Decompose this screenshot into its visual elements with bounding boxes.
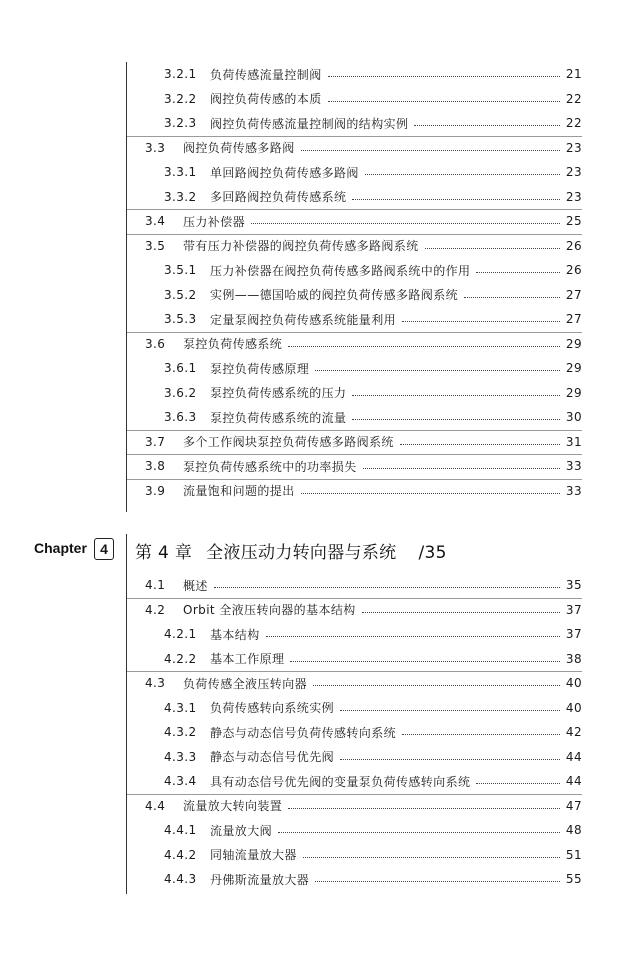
toc-entry-page: 40: [565, 676, 582, 690]
toc-entry-number: 3.3.2: [164, 189, 197, 204]
toc-leader-dots: [402, 320, 560, 322]
toc-vertical-rule-top: [126, 62, 127, 512]
toc-entry-title: 多个工作阀块泵控负荷传感多路阀系统: [183, 435, 394, 449]
toc-entry-page: 44: [565, 749, 582, 764]
toc-leader-dots: [352, 394, 560, 396]
toc-entry-page: 48: [565, 823, 582, 837]
toc-entry-number: 3.8: [145, 459, 166, 473]
toc-entry-title: 阀控负荷传感的本质: [210, 92, 322, 106]
toc-entry: [164, 357, 582, 379]
toc-leader-dots: [313, 684, 560, 686]
toc-leader-dots: [400, 443, 560, 445]
toc-entry-page: 40: [565, 700, 582, 715]
toc-entry-number: 4.4: [145, 798, 166, 813]
toc-entry-number: 4.4.2: [164, 847, 197, 862]
toc-entry-title: 泵控负荷传感系统: [183, 337, 283, 351]
toc-entry-page: 23: [565, 165, 582, 179]
toc-leader-dots: [362, 611, 560, 613]
toc-entry-number: 3.5: [145, 238, 166, 253]
toc-entry: [164, 868, 582, 890]
toc-entry-number: 4.3.4: [164, 774, 197, 788]
toc-entry-number: 3.2.3: [164, 116, 197, 130]
toc-entry: [164, 697, 582, 719]
toc-entry-number: 4.3.3: [164, 749, 197, 764]
toc-entry: [164, 770, 582, 792]
toc-leader-dots: [363, 467, 560, 469]
toc-entry-title: 单回路阀控负荷传感多路阀: [210, 165, 359, 180]
toc-leader-dots: [251, 222, 560, 224]
toc-entry-title: 压力补偿器: [183, 214, 246, 229]
toc-leader-dots: [464, 296, 560, 298]
toc-entry: [164, 844, 582, 866]
toc-leader-dots: [476, 782, 560, 784]
toc-leader-dots: [301, 149, 560, 151]
toc-entry: [164, 63, 582, 85]
toc-leader-dots: [301, 492, 560, 494]
toc-entry: [164, 382, 582, 404]
toc-entry: [145, 480, 582, 502]
toc-entry-page: 27: [565, 312, 582, 326]
chapter-number-box: 4: [94, 538, 114, 560]
toc-entry-page: 38: [565, 651, 582, 666]
toc-entry-number: 4.3: [145, 676, 166, 690]
toc-entry-page: 26: [565, 238, 582, 253]
toc-entry-page: 29: [565, 336, 582, 351]
toc-section-separator: [127, 209, 582, 210]
chapter-title: [135, 538, 447, 563]
toc-entry-page: 37: [565, 602, 582, 617]
toc-entry-number: 3.6.3: [164, 410, 197, 424]
toc-entry-number: 3.5.1: [164, 263, 197, 277]
toc-entry-title: 带有压力补偿器的阀控负荷传感多路阀系统: [183, 239, 419, 253]
toc-entry-title: 丹佛斯流量放大器: [210, 872, 310, 887]
toc-entry-number: 3.4: [145, 214, 166, 228]
toc-leader-dots: [214, 586, 560, 588]
toc-entry-title: 流量放大阀: [210, 823, 273, 838]
toc-leader-dots: [402, 733, 560, 735]
toc-entry-page: 29: [565, 361, 582, 375]
toc-entry-page: 37: [565, 627, 582, 641]
toc-entry-title: 基本结构: [210, 627, 260, 642]
toc-entry-number: 3.5.2: [164, 287, 197, 302]
toc-entry-number: 3.6: [145, 336, 166, 351]
toc-leader-dots: [328, 100, 560, 102]
toc-entry-page: 35: [565, 578, 582, 592]
toc-entry-page: 55: [565, 872, 582, 886]
toc-entry-page: 22: [565, 91, 582, 106]
toc-entry: [164, 746, 582, 768]
chapter-label: Chapter: [34, 540, 87, 556]
toc-entry-title: 基本工作原理: [210, 652, 285, 666]
toc-entry-number: 3.5.3: [164, 312, 197, 326]
toc-leader-dots: [328, 75, 560, 77]
toc-section-separator: [127, 454, 582, 455]
toc-entry: [164, 819, 582, 841]
toc-entry-page: 23: [565, 140, 582, 155]
toc-entry-title: 定量泵阀控负荷传感系统能量利用: [210, 312, 397, 327]
toc-leader-dots: [340, 709, 560, 711]
toc-section-separator: [127, 479, 582, 480]
toc-leader-dots: [288, 807, 560, 809]
toc-leader-dots: [352, 198, 560, 200]
toc-leader-dots: [278, 831, 560, 833]
toc-section-separator: [127, 332, 582, 333]
toc-leader-dots: [425, 247, 560, 249]
toc-leader-dots: [266, 635, 560, 637]
toc-entry-page: 31: [565, 434, 582, 449]
toc-entry-number: 3.6.1: [164, 361, 197, 375]
toc-entry-number: 4.2.2: [164, 651, 197, 666]
toc-section-separator: [127, 136, 582, 137]
toc-entry-page: 25: [565, 214, 582, 228]
toc-entry-page: 27: [565, 287, 582, 302]
toc-entry-page: 29: [565, 385, 582, 400]
toc-entry-page: 33: [565, 483, 582, 498]
toc-entry-title: 阀控负荷传感流量控制阀的结构实例: [210, 116, 409, 131]
toc-entry-number: 3.3.1: [164, 165, 197, 179]
toc-entry-title: 同轴流量放大器: [210, 848, 297, 862]
toc-leader-dots: [315, 369, 560, 371]
toc-entry: [164, 648, 582, 670]
toc-entry-title: 负荷传感全液压转向器: [183, 676, 308, 691]
toc-entry-title: 负荷传感转向系统实例: [210, 701, 335, 715]
toc-entry-page: 26: [565, 263, 582, 277]
toc-entry-number: 3.6.2: [164, 385, 197, 400]
toc-leader-dots: [414, 124, 560, 126]
toc-entry-page: 33: [565, 459, 582, 473]
toc-entry-page: 42: [565, 725, 582, 739]
toc-entry-title: 流量放大转向装置: [183, 799, 283, 813]
toc-entry-number: 3.7: [145, 434, 166, 449]
toc-entry-page: 23: [565, 189, 582, 204]
toc-entry-number: 4.4.1: [164, 823, 197, 837]
toc-entry-title: 概述: [183, 578, 208, 593]
toc-entry-number: 4.2.1: [164, 627, 197, 641]
toc-entry-title: 压力补偿器在阀控负荷传感多路阀系统中的作用: [210, 263, 471, 278]
toc-entry: [164, 284, 582, 306]
toc-entry-number: 4.3.1: [164, 700, 197, 715]
chapter-4-heading: [0, 538, 626, 564]
toc-leader-dots: [340, 758, 560, 760]
chapter-start-page: /35: [418, 543, 447, 563]
toc-entry: [145, 455, 582, 477]
toc-entry-page: 44: [565, 774, 582, 788]
toc-entry-page: 22: [565, 116, 582, 130]
toc-entry: [164, 721, 582, 743]
toc-entry-number: 4.1: [145, 578, 166, 592]
toc-entry-title: 具有动态信号优先阀的变量泵负荷传感转向系统: [210, 774, 471, 789]
toc-entry-title: 静态与动态信号负荷传感转向系统: [210, 725, 397, 740]
toc-section-separator: [127, 671, 582, 672]
toc-leader-dots: [288, 345, 560, 347]
toc-entry-title: 负荷传感流量控制阀: [210, 67, 322, 82]
toc-entry-page: 51: [565, 847, 582, 862]
toc-entry: [145, 333, 582, 355]
toc-entry: [164, 308, 582, 330]
toc-entry-title: 泵控负荷传感系统中的功率损失: [183, 459, 357, 474]
toc-entry-title: 泵控负荷传感系统的流量: [210, 410, 347, 425]
toc-entry-title: Orbit 全液压转向器的基本结构: [183, 603, 356, 617]
toc-section-separator: [127, 430, 582, 431]
toc-leader-dots: [303, 856, 560, 858]
toc-entry-page: 21: [565, 67, 582, 81]
toc-entry: [164, 161, 582, 183]
toc-leader-dots: [352, 418, 560, 420]
toc-entry: [145, 599, 582, 621]
toc-entry: [145, 235, 582, 257]
toc-entry-number: 3.2.2: [164, 91, 197, 106]
toc-entry: [164, 88, 582, 110]
toc-entry-title: 流量饱和问题的提出: [183, 484, 295, 498]
chapter-title-prefix: 第 4 章: [135, 543, 193, 563]
toc-entry-number: 3.2.1: [164, 67, 197, 81]
toc-entry: [145, 574, 582, 596]
toc-leader-dots: [315, 880, 560, 882]
toc-entry-title: 阀控负荷传感多路阀: [183, 141, 295, 155]
toc-entry-page: 30: [565, 410, 582, 424]
toc-entry: [145, 431, 582, 453]
toc-entry-page: 47: [565, 798, 582, 813]
toc-leader-dots: [365, 173, 560, 175]
toc-entry-number: 4.3.2: [164, 725, 197, 739]
toc-entry: [145, 672, 582, 694]
toc-vertical-rule-bottom: [126, 534, 127, 894]
chapter-title-text: 全液压动力转向器与系统: [206, 543, 397, 563]
toc-entry: [164, 623, 582, 645]
toc-entry-title: 泵控负荷传感原理: [210, 361, 310, 376]
toc-entry: [145, 795, 582, 817]
toc-entry: [145, 137, 582, 159]
toc-entry-title: 静态与动态信号优先阀: [210, 750, 335, 764]
toc-section-separator: [127, 598, 582, 599]
toc-entry: [164, 112, 582, 134]
toc-entry: [145, 210, 582, 232]
toc-entry: [164, 186, 582, 208]
toc-entry-number: 4.2: [145, 602, 166, 617]
toc-entry-title: 泵控负荷传感系统的压力: [210, 386, 347, 400]
toc-entry-number: 3.3: [145, 140, 166, 155]
toc-leader-dots: [290, 660, 560, 662]
toc-entry: [164, 259, 582, 281]
toc-entry-number: 3.9: [145, 483, 166, 498]
toc-entry-title: 实例——德国哈威的阀控负荷传感多路阀系统: [210, 288, 459, 302]
toc-section-separator: [127, 234, 582, 235]
toc-entry: [164, 406, 582, 428]
toc-entry-number: 4.4.3: [164, 872, 197, 886]
toc-section-separator: [127, 794, 582, 795]
toc-entry-title: 多回路阀控负荷传感系统: [210, 190, 347, 204]
toc-leader-dots: [476, 271, 560, 273]
